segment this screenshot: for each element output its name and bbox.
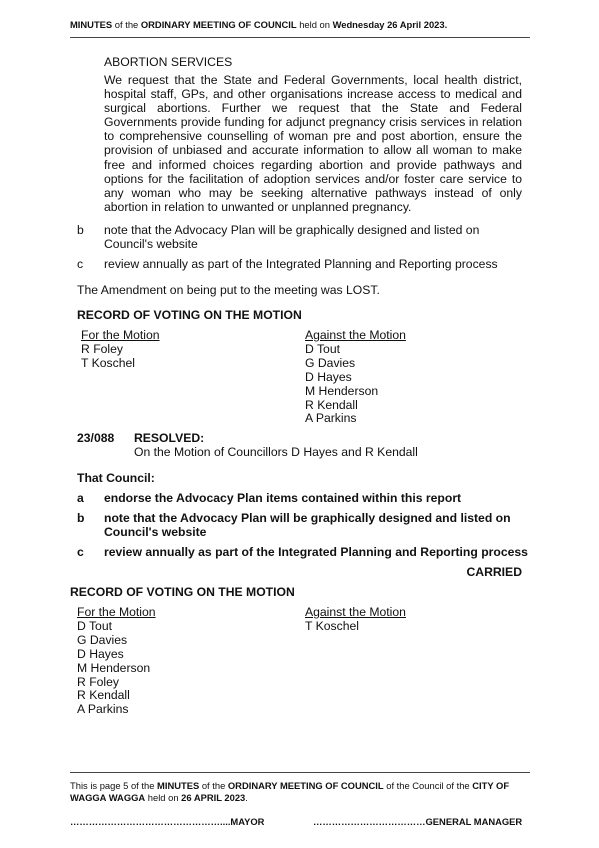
vote2-for-name: M Henderson bbox=[77, 660, 151, 675]
footer-end: . bbox=[245, 792, 248, 804]
vote1-against-column bbox=[305, 329, 406, 426]
footer-page: This is page 5 of the bbox=[70, 780, 158, 791]
vote1-heading: RECORD OF VOTING ON THE MOTION bbox=[77, 308, 302, 322]
amendment-item-c-text: review annually as part of the Integrated Planning and Reporting process bbox=[104, 257, 498, 271]
vote1-for-column bbox=[81, 329, 160, 371]
vote2-against-heading: Against the Motion bbox=[305, 605, 406, 619]
vote2-for-column bbox=[77, 606, 156, 717]
header-of: of the bbox=[112, 19, 141, 30]
header-minutes: MINUTES bbox=[70, 19, 113, 30]
footer-minutes: MINUTES bbox=[157, 780, 200, 791]
vote2-for-name: A Parkins bbox=[77, 702, 129, 717]
vote2-for-name: D Hayes bbox=[77, 646, 124, 661]
footer-held-on: held on bbox=[145, 792, 182, 804]
resolution-mover: On the Motion of Councillors D Hayes and R Kendall bbox=[134, 445, 418, 459]
vote2-against-column bbox=[305, 606, 406, 634]
footer-meeting: ORDINARY MEETING OF COUNCIL bbox=[227, 780, 384, 791]
vote1-against-name: R Kendall bbox=[305, 397, 358, 412]
amendment-item-b-text: note that the Advocacy Plan will be graphically designed and listed on Council's website bbox=[104, 223, 480, 251]
footer-of: of the bbox=[199, 780, 228, 791]
header-held-on: held on bbox=[296, 19, 333, 30]
vote2-for-name: R Foley bbox=[77, 674, 119, 689]
vote2-heading: RECORD OF VOTING ON THE MOTION bbox=[70, 585, 295, 599]
footer-council-of: of the Council of the bbox=[383, 780, 473, 791]
resolved-item-b-label: b bbox=[77, 511, 85, 525]
amendment-item-b-label: b bbox=[77, 223, 84, 237]
vote1-against-name: M Henderson bbox=[305, 383, 379, 398]
abortion-heading: ABORTION SERVICES bbox=[104, 55, 233, 69]
resolved-item-c-label: c bbox=[77, 545, 84, 559]
footer-divider bbox=[70, 772, 530, 773]
footer-date: 26 APRIL 2023 bbox=[181, 792, 246, 804]
carried-label: CARRIED bbox=[466, 565, 522, 579]
footer-city: CITY OF WAGGA WAGGA bbox=[70, 780, 510, 804]
vote1-against-name: A Parkins bbox=[305, 411, 357, 426]
vote1-for-heading: For the Motion bbox=[81, 328, 160, 342]
header-meeting: ORDINARY MEETING OF COUNCIL bbox=[140, 19, 297, 30]
gm-label: GENERAL MANAGER bbox=[425, 816, 523, 827]
page-header bbox=[70, 19, 530, 30]
vote1-for-name: R Foley bbox=[81, 341, 123, 356]
vote2-for-name: R Kendall bbox=[77, 688, 130, 703]
resolved-item-a-label: a bbox=[77, 491, 84, 505]
vote1-for-name: T Koschel bbox=[81, 355, 135, 370]
vote1-against-name: D Hayes bbox=[305, 369, 352, 384]
resolved-item-a-text: endorse the Advocacy Plan items contained within this report bbox=[104, 491, 462, 505]
vote2-for-name: D Tout bbox=[77, 618, 113, 633]
vote2-for-heading: For the Motion bbox=[77, 605, 156, 619]
mayor-signature-line: ………………………………………….... bbox=[70, 816, 231, 827]
vote2-against-name: T Koschel bbox=[305, 618, 359, 633]
vote2-for-name: G Davies bbox=[77, 632, 128, 647]
resolution-label: RESOLVED: bbox=[134, 431, 205, 445]
gm-signature-line: ……………………………… bbox=[313, 816, 426, 827]
vote1-against-name: D Tout bbox=[305, 341, 341, 356]
mayor-signature bbox=[70, 816, 264, 827]
resolved-item-c-text: review annually as part of the Integrated Planning and Reporting process bbox=[104, 545, 528, 559]
abortion-paragraph: We request that the State and Federal Governments, local health district, hospital staff, GPs, and other organisations increase access to medical and surgical abortions. Further we request that the State and Federal Governments provide funding for adjunct pregnancy crisis services in relation to comprehensive counselling of woman pre and post abortion, ensure the provision of unbiased and accurate information to allow all woman to make free and informed choices regarding abortion and provide pathways and options for the facilitation of adoption services and/or foster care service to any woman who may be seeking alternative pathways instead of only abortion in relation to unwanted or unplanned pregnancy. bbox=[104, 73, 522, 214]
gm-signature bbox=[313, 816, 522, 827]
header-divider bbox=[70, 37, 530, 38]
resolved-item-b-text: note that the Advocacy Plan will be graphically designed and listed on Council's website bbox=[104, 511, 511, 539]
vote1-against-name: G Davies bbox=[305, 355, 356, 370]
amendment-result: The Amendment on being put to the meeting was LOST. bbox=[77, 283, 380, 297]
that-council: That Council: bbox=[77, 471, 155, 485]
header-date: Wednesday 26 April 2023. bbox=[332, 19, 448, 30]
resolution-number: 23/088 bbox=[77, 431, 115, 445]
amendment-item-c-label: c bbox=[77, 257, 84, 271]
vote1-against-heading: Against the Motion bbox=[305, 328, 406, 342]
page-footer bbox=[70, 780, 530, 805]
mayor-label: MAYOR bbox=[230, 816, 265, 827]
